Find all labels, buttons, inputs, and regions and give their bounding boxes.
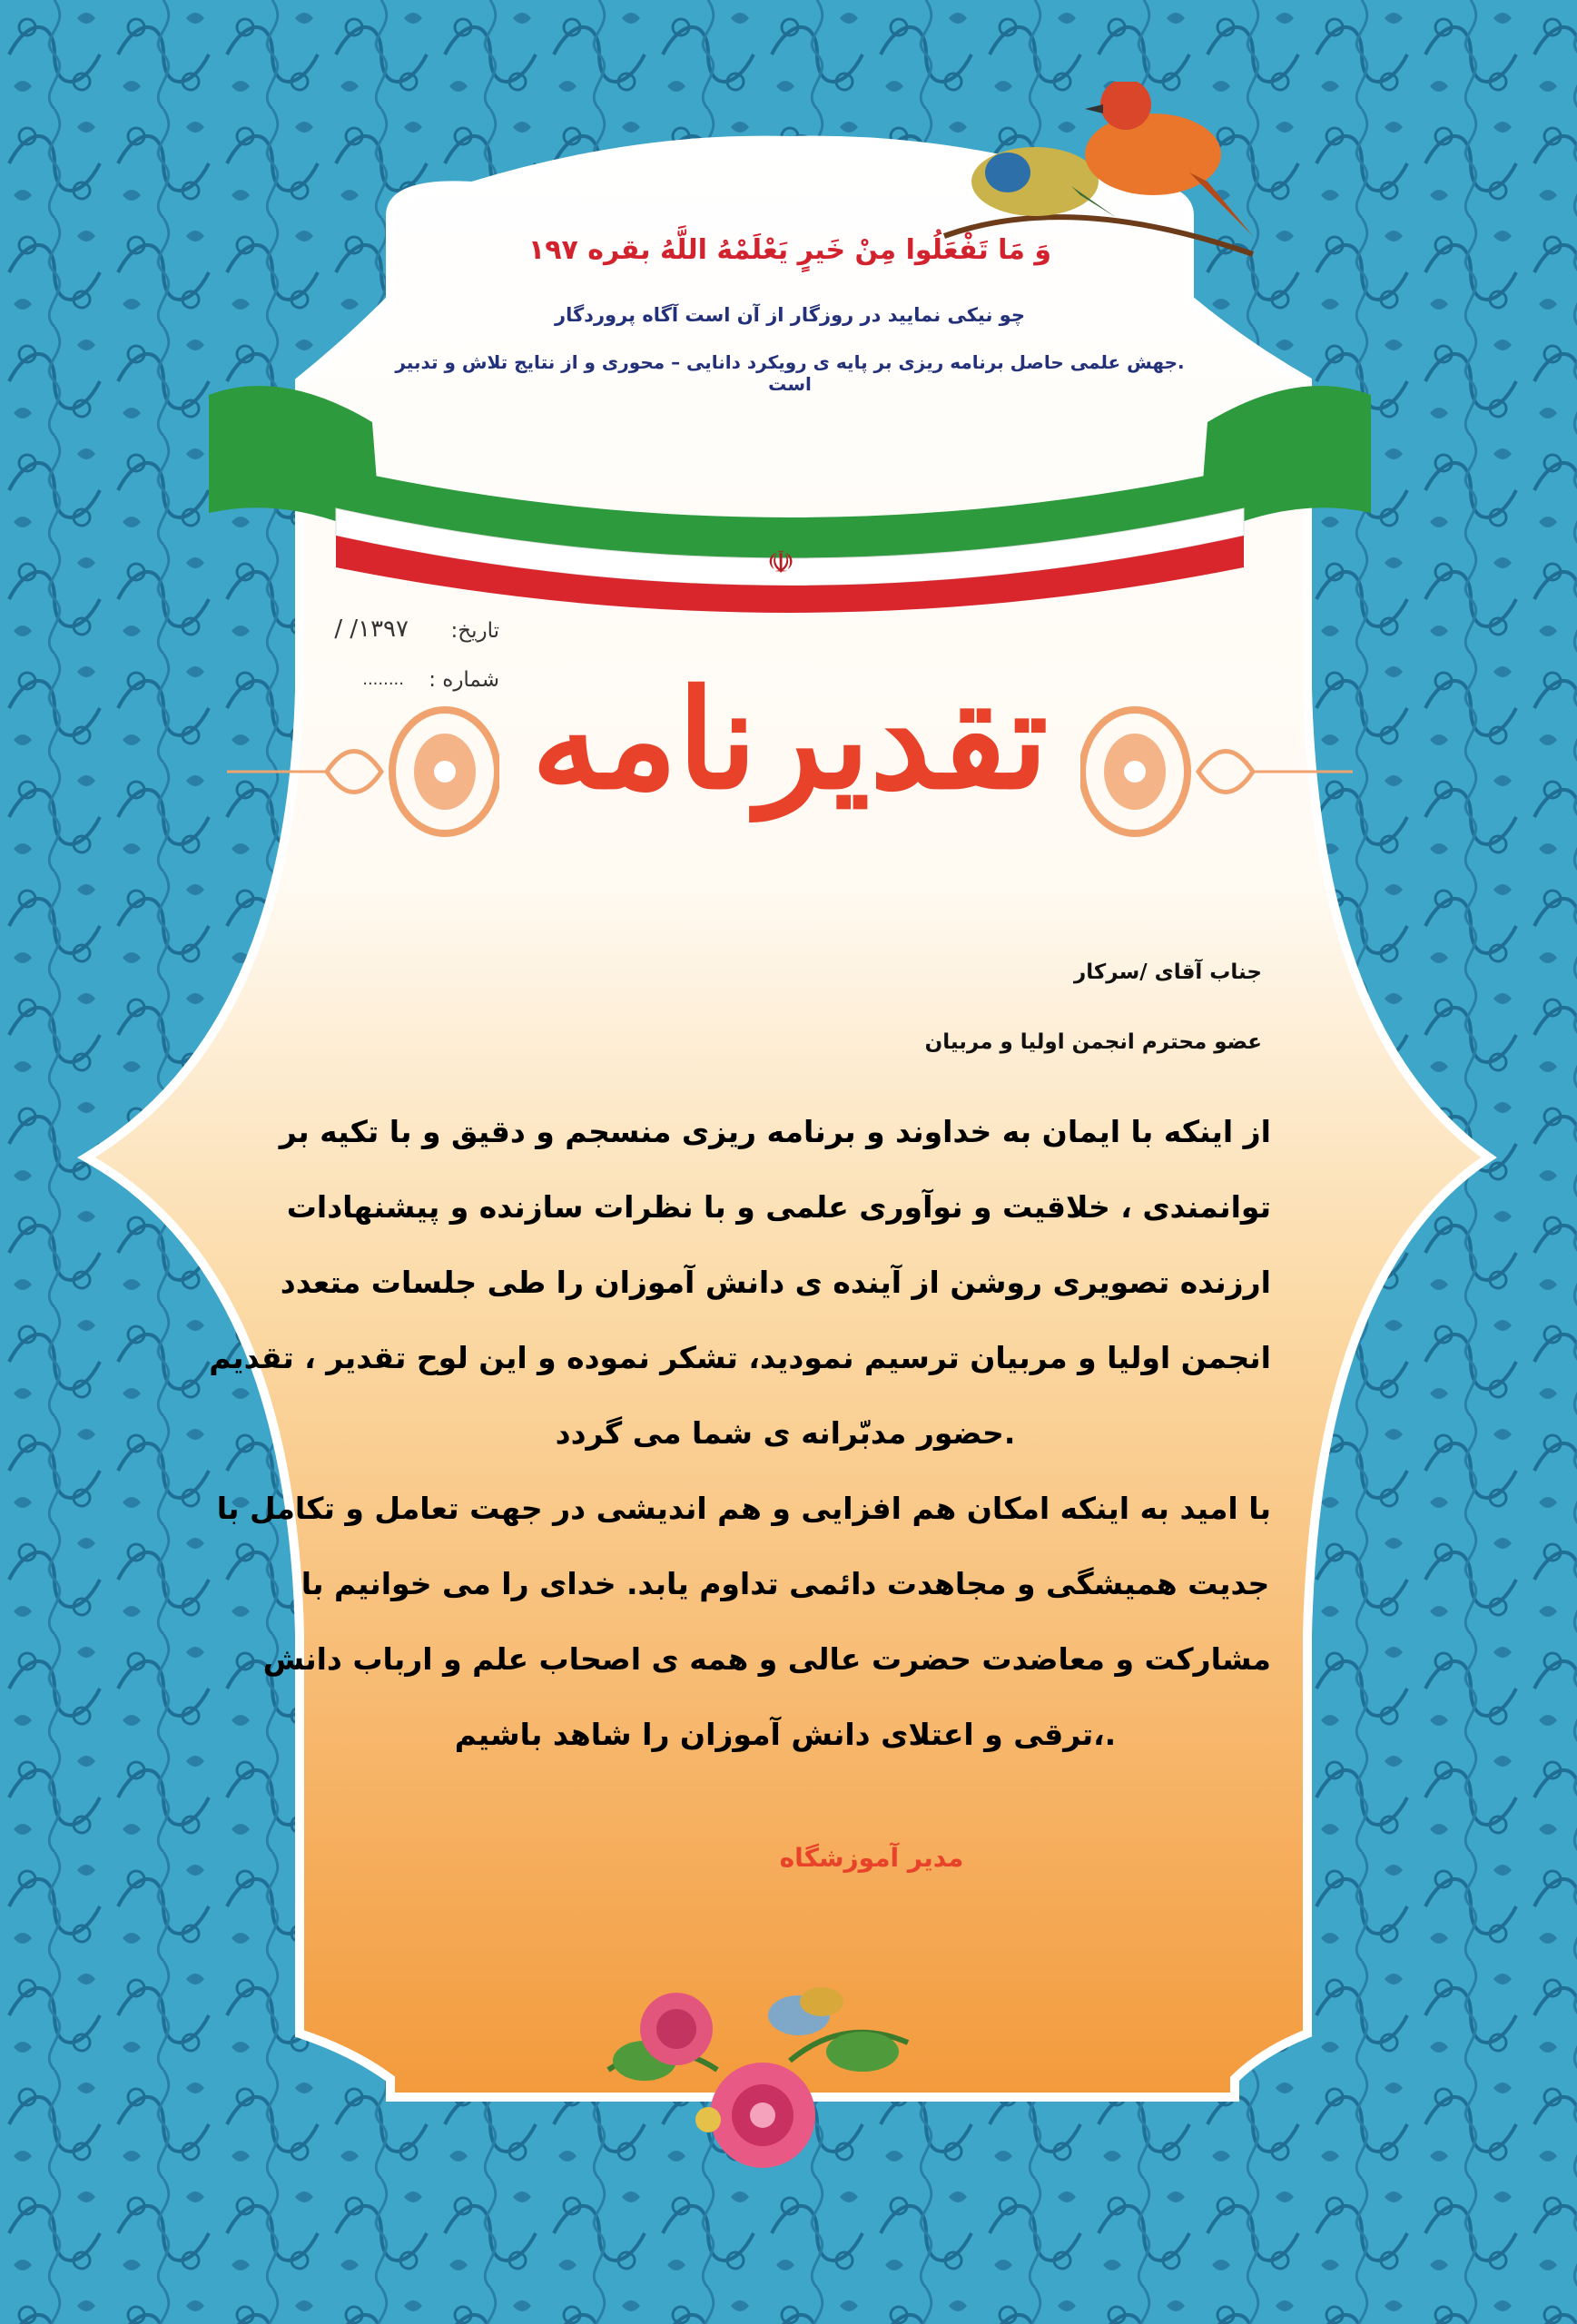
- flag-ribbon: [191, 359, 1389, 631]
- signature-line: مدیر آموزشگاه: [779, 1843, 964, 1873]
- body-paragraph: [209, 1094, 1271, 1772]
- body-line: توانمندی ، خلاقیت و نوآوری علمی و با نظرات سازنده و پیشنهادات: [286, 1189, 1271, 1225]
- number-value: ........: [362, 670, 404, 689]
- body-line: مشارکت و معاضدت حضرت عالی و همه ی اصحاب علم و ارباب دانش: [262, 1641, 1271, 1677]
- poem-line: چو نیکی نمایید در روزگار از آن است آگاه پروردگار: [555, 304, 1025, 326]
- body-line: ارزنده تصویری روشن از آینده ی دانش آموزان را طی جلسات متعدد: [280, 1265, 1271, 1300]
- date-value: / /۱۳۹۷: [334, 615, 409, 643]
- addressee-line: جناب آقای /سرکار: [1074, 960, 1262, 984]
- body-line: از اینکه با ایمان به خداوند و برنامه ریزی منسجم و دقیق و با تکیه بر: [279, 1114, 1271, 1149]
- body-line: با امید به اینکه امکان هم افزایی و هم اندیشی در جهت تعامل و تکامل با: [216, 1491, 1271, 1526]
- date-label: تاریخ:: [450, 619, 499, 643]
- number-label: شماره :: [429, 668, 499, 692]
- iran-emblem-icon: ☫: [766, 545, 795, 581]
- member-line: عضو محترم انجمن اولیا و مربیان: [924, 1030, 1262, 1054]
- body-line: .حضور مدبّرانه ی شما می گردد: [555, 1415, 1016, 1451]
- body-line: جدیت همیشگی و مجاهدت دائمی تداوم یابد. خدای را می خوانیم با: [301, 1566, 1270, 1601]
- intro-sentence: .جهش علمی حاصل برنامه ریزی بر پایه ی رویکرد دانایی – محوری و از نتایج تلاش و تدبیر است: [395, 351, 1185, 395]
- certificate-title: تقدیرنامه: [531, 660, 1049, 820]
- flower-bouquet-icon: [590, 1961, 917, 2179]
- body-line: .،ترقی و اعتلای دانش آموزان را شاهد باشیم: [454, 1717, 1117, 1752]
- quran-verse: وَ مَا تَفْعَلُوا مِنْ خَيرٍ يَعْلَمْهُ اللَّهُ بقره ۱۹۷: [527, 234, 1052, 266]
- body-line: انجمن اولیا و مربیان ترسیم نمودید، تشکر نموده و این لوح تقدیر ، تقدیم: [209, 1340, 1271, 1375]
